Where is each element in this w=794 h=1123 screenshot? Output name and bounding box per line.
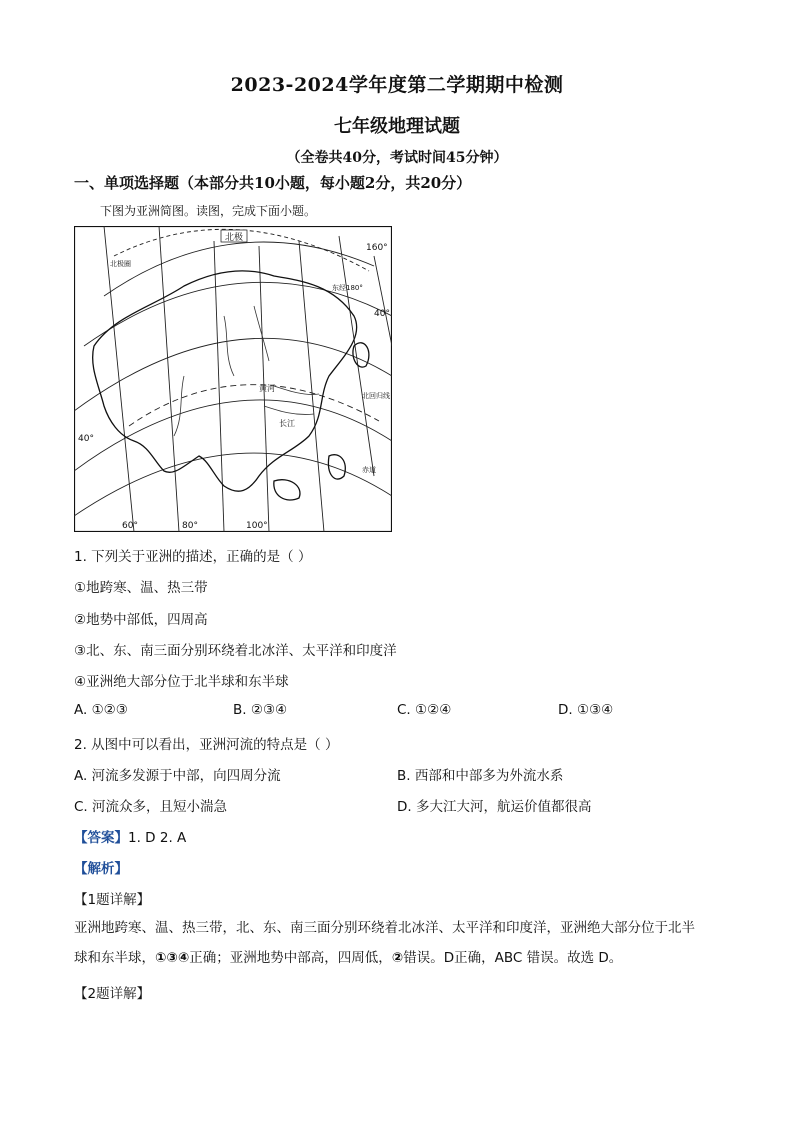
- question-2-option-c: C. 河流众多，且短小湍急: [74, 799, 228, 815]
- exam-subtitle: 七年级地理试题: [334, 116, 460, 137]
- map-label-north-pole: 北极: [225, 233, 244, 243]
- question-1-option-d: D. ①③④: [558, 702, 614, 718]
- detail-1-paragraph: [74, 913, 724, 973]
- question-2-stem: 2. 从图中可以看出，亚洲河流的特点是（ ）: [74, 737, 339, 753]
- question-1-option-a: A. ①②③: [74, 702, 128, 718]
- asia-map-figure: [74, 226, 392, 532]
- question-1-option-c: C. ①②④: [397, 702, 452, 718]
- question-intro: 下图为亚洲简图。读图，完成下面小题。: [100, 204, 317, 218]
- answer-line: [74, 826, 186, 846]
- map-label-lon-60: 60°: [122, 521, 138, 531]
- detail-1-line-1: 亚洲地跨寒、温、热三带，北、东、南三面分别环绕着北冰洋、太平洋和印度洋，亚洲绝大部分位于北半: [74, 920, 695, 936]
- map-label-equator: 赤道: [362, 466, 376, 474]
- map-label-arctic-circle: 北极圈: [110, 260, 131, 268]
- map-label-east-long: 东经180°: [332, 284, 363, 292]
- circled-number-2: ②: [391, 950, 404, 966]
- map-label-lat-40: 40°: [374, 309, 390, 319]
- map-label-lon-100: 100°: [246, 521, 268, 531]
- question-1-statement-3: ③北、东、南三面分别环绕着北冰洋、太平洋和印度洋: [74, 643, 397, 659]
- question-2-option-a: A. 河流多发源于中部，向四周分流: [74, 768, 281, 784]
- question-1-option-b: B. ②③④: [233, 702, 288, 718]
- map-label-tropic: 北回归线: [362, 392, 390, 400]
- question-1-statement-4: ④亚洲绝大部分位于北半球和东半球: [74, 674, 289, 690]
- exam-note: （全卷共40分，考试时间45分钟）: [286, 150, 508, 166]
- map-label-lon-80: 80°: [182, 521, 198, 531]
- detail-2-heading: 【2题详解】: [74, 986, 151, 1002]
- question-1-statement-1: ①地跨寒、温、热三带: [74, 580, 208, 596]
- circled-numbers: ①③④: [155, 950, 190, 966]
- section-heading: 一、单项选择题（本部分共10小题，每小题2分，共20分）: [74, 174, 472, 192]
- answer-label: 【答案】: [74, 830, 128, 846]
- exam-title: 2023-2024学年度第二学期期中检测: [230, 74, 564, 96]
- detail-1-heading: 【1题详解】: [74, 892, 151, 908]
- question-2-option-d: D. 多大江大河，航运价值都很高: [397, 799, 592, 815]
- map-label-lon-160: 160°: [366, 243, 388, 253]
- analysis-label: 【解析】: [74, 861, 128, 877]
- map-label-lon-40: 40°: [78, 434, 94, 444]
- question-1-stem: 1. 下列关于亚洲的描述，正确的是（ ）: [74, 549, 312, 565]
- question-1-statement-2: ②地势中部低，四周高: [74, 612, 208, 628]
- map-label-yellow-river: 黄河: [259, 384, 275, 393]
- detail-1-line-2: 球和东半球，①③④正确；亚洲地势中部高，四周低，②错误。D正确，ABC 错误。故选 D。: [74, 950, 623, 966]
- map-label-changjiang: 长江: [279, 419, 295, 428]
- answer-text: 1. D 2. A: [128, 830, 187, 846]
- question-2-option-b: B. 西部和中部多为外流水系: [397, 768, 564, 784]
